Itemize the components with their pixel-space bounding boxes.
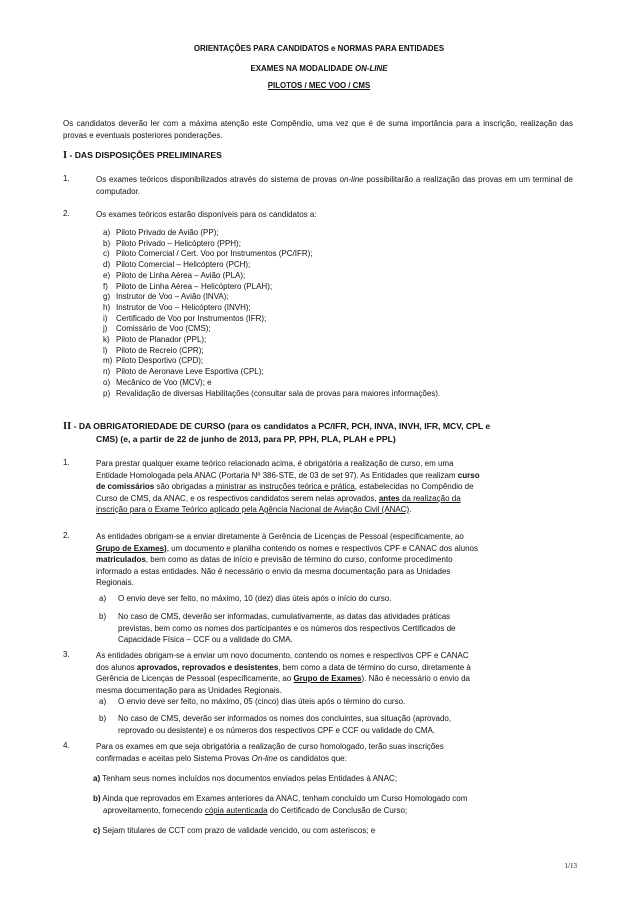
section-2-item-4c: c) Sejam titulares de CCT com prazo de validade vencido, ou com asteriscos; e — [93, 826, 376, 835]
item-number: 1. — [63, 458, 70, 467]
certificate-list — [103, 228, 573, 399]
section-2-item-3a: O envio deve ser feito, no máximo, 05 (cinco) dias úteis após o término do curso. — [118, 697, 406, 706]
list-item: d) Piloto Comercial – Helicóptero (PCH); — [103, 260, 251, 270]
list-item: f) Piloto de Linha Aérea – Helicóptero (PLAH); — [103, 281, 273, 291]
document-category: PILOTOS / MEC VOO / CMS — [267, 81, 371, 90]
list-item: h) Instrutor de Voo – Helicóptero (INVH); — [103, 302, 251, 312]
list-key: b) — [99, 714, 107, 723]
page-number: 1/13 — [564, 862, 577, 870]
document-subtitle: EXAMES NA MODALIDADE ON-LINE — [250, 64, 388, 73]
list-key: a) — [99, 697, 107, 706]
list-item: i) Certificado de Voo por Instrumentos (IFR); — [103, 313, 267, 323]
section-2-heading: II - DA OBRIGATORIEDADE DE CURSO (para os candidatos a PC/IFR, PCH, INVA, INVH, IFR, MCV, CPL e CMS) (e, a partir de 22 de junho de 2013, para PP, PPH, PLA, PLAH e PPL) — [63, 421, 491, 444]
list-key: b) — [99, 612, 107, 621]
list-item: p) Revalidação de diversas Habilitações (consultar sala de provas para maiores informações). — [103, 388, 441, 398]
item-number: 1. — [63, 174, 70, 183]
list-item: m) Piloto Desportivo (CPD); — [103, 356, 204, 366]
list-item: g) Instrutor de Voo – Avião (INVA); — [103, 292, 229, 302]
section-1-heading: I - DAS DISPOSIÇÕES PRELIMINARES — [63, 150, 222, 161]
section-2-item-4b: b) Ainda que reprovados em Exames anteriores da ANAC, tenham concluído um Curso Homologado com aproveitamento, fornecendo cópia autenticada do Certificado de Conclusão de Curso; — [93, 794, 468, 815]
item-number: 2. — [63, 209, 70, 218]
section-2-item-2b: No caso de CMS, deverão ser informadas, cumulativamente, as datas das atividades práticas previstas, bem como os nomes dos participantes e os números dos respectivos Certificados de Capacidade Física – CCF ou a validade do CMA. — [118, 612, 456, 644]
section-2-item-2a: O envio deve ser feito, no máximo, 10 (dez) dias úteis após o início do curso. — [118, 594, 392, 603]
list-item: e) Piloto de Linha Aérea – Avião (PLA); — [103, 270, 246, 280]
section-2-item-1: Para prestar qualquer exame teórico relacionado acima, é obrigatória a realização de curso, em uma Entidade Homologada pela ANAC (Portaria Nº 386-STE, de 03 de set 97). As Entidades que realizam curso de comissários são obrigadas a ministrar as instruções teórica e prática, estabelecidas no Compêndio de Curso de CMS, da ANAC, e os respectivos candidatos serem nelas aprovados, antes da realização da inscrição para o Exame Teórico aplicado pela Agência Nacional de Aviação Civil (ANAC). — [96, 459, 480, 514]
list-item: a) Piloto Privado de Avião (PP); — [103, 228, 219, 237]
list-item: j) Comissário de Voo (CMS); — [103, 324, 211, 334]
list-item: k) Piloto de Planador (PPL); — [103, 335, 207, 345]
section-2-item-4a: a) Tenham seus nomes incluídos nos documentos enviados pelas Entidades à ANAC; — [93, 774, 398, 783]
section-1-item-2: Os exames teóricos estarão disponíveis para os candidatos a: — [96, 210, 317, 219]
item-number: 3. — [63, 650, 70, 659]
list-item: c) Piloto Comercial / Cert. Voo por Instrumentos (PC/IFR); — [103, 249, 313, 259]
section-2-item-3b: No caso de CMS, deverão ser informados os nomes dos concluintes, sua situação (aprovado, reprovado ou desistente) e os números dos respectivos CPF e CCF ou validade do CMA. — [118, 714, 452, 735]
list-item: l) Piloto de Recreio (CPR); — [103, 345, 204, 355]
document-title: ORIENTAÇÕES PARA CANDIDATOS e NORMAS PARA ENTIDADES — [193, 44, 445, 53]
section-2-item-2: As entidades obrigam-se a enviar diretamente à Gerência de Licenças de Pessoal (especificamente, ao Grupo de Exames), um documento e planilha contendo os nomes e respectivos CPF e CANAC dos alunos matriculados, bem como as datas de início e previsão de término do curso, conforme procedimento informado a estas entidades. Não é necessário o envio da mesma documentação para as Unidades Regionais. — [96, 532, 478, 587]
intro-paragraph: Os candidatos deverão ler com a máxima atenção este Compêndio, uma vez que é de suma importância para a inscrição, realização das provas e eventuais posteriores ponderações. — [63, 119, 573, 140]
section-1-item-1: Os exames teóricos disponibilizados através do sistema de provas on-line possibilitarão a realização das provas em um terminal de computador. — [96, 175, 573, 196]
list-item: b) Piloto Privado – Helicóptero (PPH); — [103, 238, 241, 248]
item-number: 4. — [63, 741, 70, 750]
list-item: o) Mecânico de Voo (MCV); e — [103, 377, 212, 387]
list-key: a) — [99, 594, 107, 603]
item-number: 2. — [63, 531, 70, 540]
section-2-item-3: As entidades obrigam-se a enviar um novo documento, contendo os nomes e respectivos CPF e CANAC dos alunos aprovados, reprovados e desistentes, bem como a data de término do curso, diretamente à Gerência de Licenças de Pessoal (especificamente, ao Grupo de Exames). Não é necessário o envio da mesma documentação para as Unidades Regionais. — [96, 651, 471, 695]
list-item: n) Piloto de Aeronave Leve Esportiva (CPL); — [103, 367, 264, 377]
section-2-item-4: Para os exames em que seja obrigatória a realização de curso homologado, terão suas inscrições confirmadas e aceitas pelo Sistema Provas On-line os candidatos que: — [96, 742, 444, 763]
